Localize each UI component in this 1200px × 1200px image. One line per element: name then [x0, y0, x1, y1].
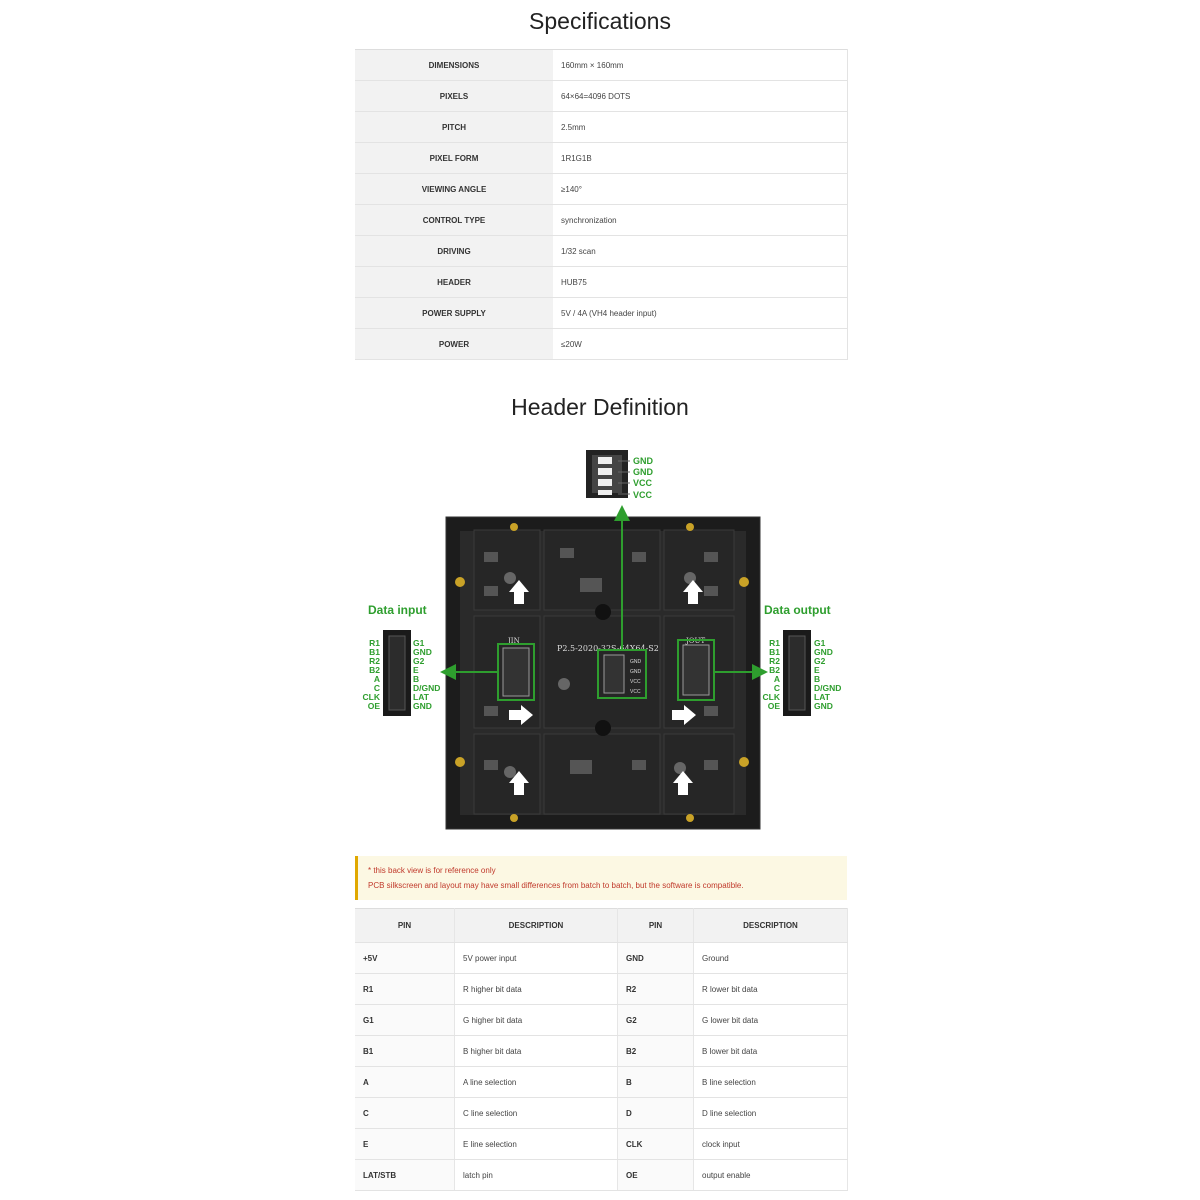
output-pin-label: R2: [769, 656, 780, 666]
output-pin-label: R1: [769, 638, 780, 648]
spec-value: 2.5mm: [553, 112, 848, 143]
spec-value: 1/32 scan: [553, 236, 848, 267]
spec-label: VIEWING ANGLE: [355, 174, 553, 205]
spec-value: 1R1G1B: [553, 143, 848, 174]
panel-cell: [544, 530, 660, 610]
pin-name: LAT/STB: [355, 1160, 455, 1191]
power-pin-slot: [598, 490, 612, 495]
pin-name: +5V: [355, 943, 455, 974]
input-pin-label: GND: [413, 647, 432, 657]
output-pin-label: A: [773, 674, 780, 684]
mount-hole: [510, 814, 518, 822]
jout-header: [683, 645, 709, 695]
pin-desc: C line selection: [455, 1098, 618, 1129]
spec-label: PIXEL FORM: [355, 143, 553, 174]
spec-value: 64×64=4096 DOTS: [553, 81, 848, 112]
input-connector: [383, 630, 411, 716]
table-row: [355, 1129, 848, 1160]
mount-hole: [739, 757, 749, 767]
column-header: PIN: [355, 909, 455, 943]
spec-label: PITCH: [355, 112, 553, 143]
pin-desc: 5V power input: [455, 943, 618, 974]
table-row: [355, 1036, 848, 1067]
input-pin-label: A: [373, 674, 380, 684]
pin-name: D: [618, 1098, 694, 1129]
output-pin-label: B2: [769, 665, 780, 675]
board-power-pin: GND: [630, 669, 642, 675]
output-pin-label: C: [773, 683, 780, 693]
ic-chip: [570, 760, 592, 774]
table-row: [355, 974, 848, 1005]
panel-screw: [504, 572, 516, 584]
jin-header: [503, 648, 529, 696]
ic-chip: [484, 760, 498, 770]
note-line-1: * this back view is for reference only: [368, 866, 496, 875]
jout-label: JOUT: [686, 637, 706, 645]
ic-chip: [484, 586, 498, 596]
pin-desc: latch pin: [455, 1160, 618, 1191]
pin-description-table: [355, 908, 848, 1191]
output-pin-label: B1: [769, 647, 780, 657]
output-pin-label: D/GND: [814, 683, 842, 693]
table-row: [355, 1160, 848, 1191]
pin-name: C: [355, 1098, 455, 1129]
pin-desc: G higher bit data: [455, 1005, 618, 1036]
pin-name: OE: [618, 1160, 694, 1191]
input-pin-label: D/GND: [413, 683, 441, 693]
panel-cell: [664, 530, 734, 610]
output-pin-label: LAT: [814, 692, 830, 702]
input-pin-label: GND: [413, 701, 432, 711]
table-row: [355, 1067, 848, 1098]
ic-chip: [632, 552, 646, 562]
ic-chip: [704, 706, 718, 716]
board-power-pin: VCC: [630, 679, 641, 685]
column-header: DESCRIPTION: [455, 909, 618, 943]
output-pin-label: GND: [814, 701, 833, 711]
spec-label: HEADER: [355, 267, 553, 298]
spec-label: POWER: [355, 329, 553, 360]
spec-label: DIMENSIONS: [355, 50, 553, 81]
panel-magnet: [595, 604, 611, 620]
pin-desc: Ground: [694, 943, 848, 974]
panel-screw: [674, 762, 686, 774]
input-pin-label: C: [373, 683, 380, 693]
input-pin-label: G2: [413, 656, 425, 666]
spec-label: PIXELS: [355, 81, 553, 112]
pin-name: G1: [355, 1005, 455, 1036]
power-pin-label: GND: [633, 456, 653, 466]
mount-hole: [510, 523, 518, 531]
board-power-pin: VCC: [630, 689, 641, 695]
specifications-title: Specifications: [529, 8, 671, 34]
ic-chip: [484, 552, 498, 562]
input-pin-label: E: [413, 665, 419, 675]
pin-name: G2: [618, 1005, 694, 1036]
ic-chip: [704, 586, 718, 596]
mount-hole: [686, 523, 694, 531]
ic-chip: [580, 578, 602, 592]
table-row: [355, 1098, 848, 1129]
input-pin-label: R1: [369, 638, 380, 648]
panel-cell: [544, 734, 660, 814]
output-pin-label: G1: [814, 638, 826, 648]
connector-shell: [789, 636, 805, 710]
input-pin-label: OE: [367, 701, 380, 711]
jin-label: JIN: [508, 637, 520, 645]
panel-screw: [558, 678, 570, 690]
table-row: [355, 1005, 848, 1036]
pin-name: R2: [618, 974, 694, 1005]
spec-value: HUB75: [553, 267, 848, 298]
spec-label: CONTROL TYPE: [355, 205, 553, 236]
pin-name: B2: [618, 1036, 694, 1067]
ic-chip: [704, 552, 718, 562]
data-output-label: Data output: [764, 603, 831, 617]
mount-hole: [686, 814, 694, 822]
pin-name: GND: [618, 943, 694, 974]
pin-desc: A line selection: [455, 1067, 618, 1098]
input-pin-label: LAT: [413, 692, 429, 702]
input-pin-label: B: [413, 674, 420, 684]
power-connector: [586, 450, 654, 500]
power-pin-slot: [598, 457, 612, 464]
ic-chip: [704, 760, 718, 770]
column-header: PIN: [618, 909, 694, 943]
pin-name: E: [355, 1129, 455, 1160]
output-pin-label: E: [814, 665, 820, 675]
spec-value: ≥140°: [553, 174, 848, 205]
input-pin-label: CLK: [362, 692, 380, 702]
pin-name: CLK: [618, 1129, 694, 1160]
output-pin-label: G2: [814, 656, 826, 666]
panel-cell: [544, 616, 660, 728]
pin-name: R1: [355, 974, 455, 1005]
power-pin-slot: [598, 468, 612, 475]
note-line-2: PCB silkscreen and layout may have small differences from batch to batch, but the software is compatible.: [368, 881, 744, 890]
pin-desc: R lower bit data: [694, 974, 848, 1005]
pin-desc: R higher bit data: [455, 974, 618, 1005]
spec-label: DRIVING: [355, 236, 553, 267]
mount-hole: [455, 577, 465, 587]
input-pin-label: B1: [369, 647, 380, 657]
pin-desc: E line selection: [455, 1129, 618, 1160]
power-pin-slot: [598, 479, 612, 486]
power-header: [604, 655, 624, 693]
pin-desc: output enable: [694, 1160, 848, 1191]
input-pin-label: R2: [369, 656, 380, 666]
pin-name: B: [618, 1067, 694, 1098]
panel-cell: [474, 530, 540, 610]
spec-value: 160mm × 160mm: [553, 50, 848, 81]
spec-value: synchronization: [553, 205, 848, 236]
spec-label: POWER SUPPLY: [355, 298, 553, 329]
power-pin-label: GND: [633, 467, 653, 477]
input-pin-label: G1: [413, 638, 425, 648]
output-pin-label: CLK: [762, 692, 780, 702]
ic-chip: [560, 548, 574, 558]
column-header: DESCRIPTION: [694, 909, 848, 943]
pin-table-header: [355, 909, 848, 943]
power-pin-label: VCC: [633, 478, 653, 488]
pin-desc: B line selection: [694, 1067, 848, 1098]
panel-screw: [504, 766, 516, 778]
output-connector: [783, 630, 811, 716]
input-pin-label: B2: [369, 665, 380, 675]
output-pin-label: GND: [814, 647, 833, 657]
spec-value: ≤20W: [553, 329, 848, 360]
mount-hole: [455, 757, 465, 767]
spec-value: 5V / 4A (VH4 header input): [553, 298, 848, 329]
header-definition-title: Header Definition: [511, 394, 689, 420]
ic-chip: [484, 706, 498, 716]
pin-name: A: [355, 1067, 455, 1098]
pin-name: B1: [355, 1036, 455, 1067]
board-silkscreen: P2.5-2020-32S-64X64-S2: [557, 644, 659, 653]
output-pin-label: OE: [767, 701, 780, 711]
pin-desc: clock input: [694, 1129, 848, 1160]
panel-magnet: [595, 720, 611, 736]
pin-desc: D line selection: [694, 1098, 848, 1129]
pin-desc: G lower bit data: [694, 1005, 848, 1036]
pin-desc: B higher bit data: [455, 1036, 618, 1067]
table-row: [355, 943, 848, 974]
data-input-label: Data input: [368, 603, 427, 617]
pin-desc: B lower bit data: [694, 1036, 848, 1067]
ic-chip: [632, 760, 646, 770]
output-pin-label: B: [814, 674, 821, 684]
board-power-pin: GND: [630, 659, 642, 665]
connector-shell: [389, 636, 405, 710]
panel-cell: [664, 734, 734, 814]
power-pin-label: VCC: [633, 490, 653, 500]
mount-hole: [739, 577, 749, 587]
reference-note: [355, 856, 847, 900]
